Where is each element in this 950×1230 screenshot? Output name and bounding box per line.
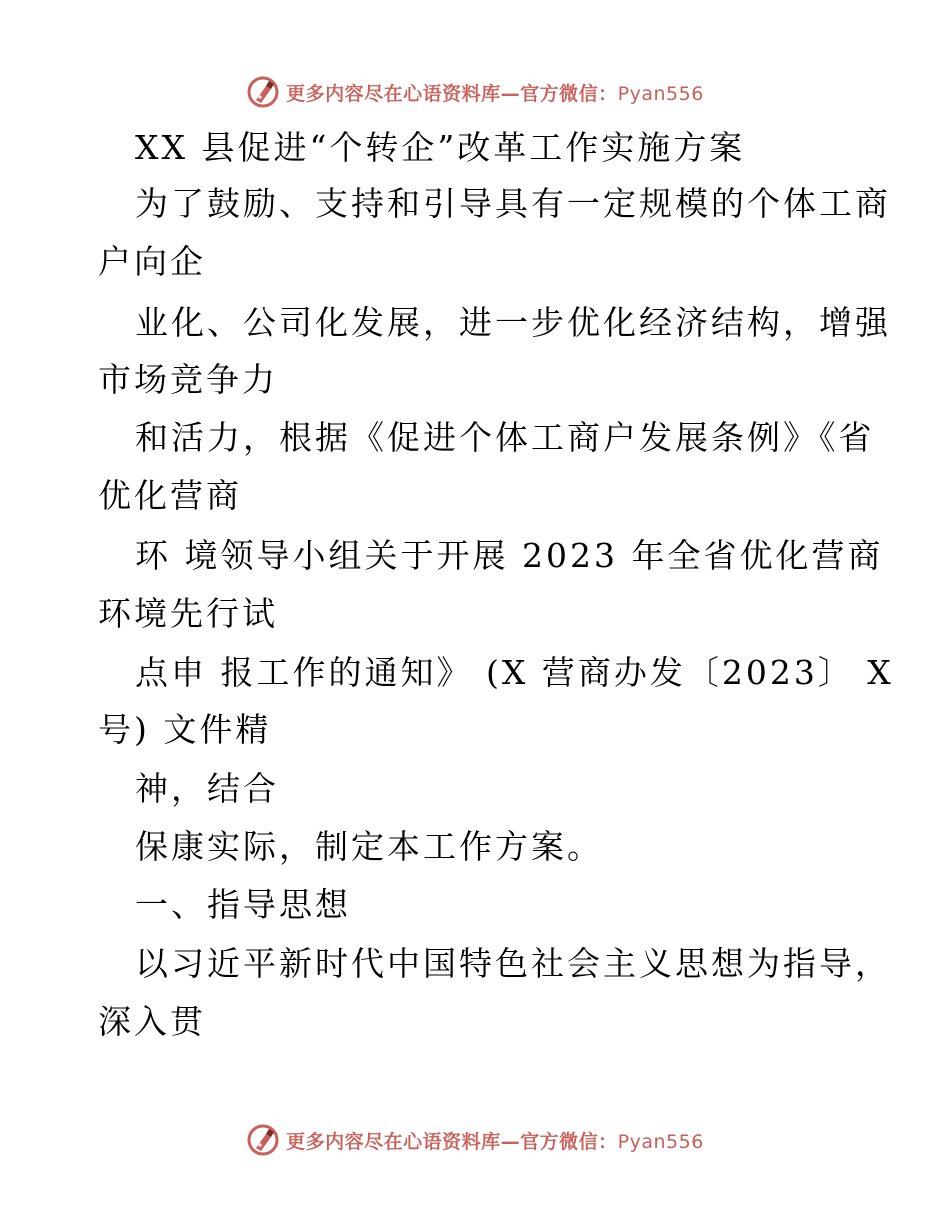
paragraph-line: 环境先行试 <box>98 594 278 633</box>
footer-banner <box>0 1120 950 1160</box>
paragraph-line: 神，结合 <box>135 769 279 808</box>
paragraph-line: 和活力，根据《促进个体工商户发展条例》《省 <box>135 418 875 457</box>
paragraph-line: 环 境领导小组关于开展 2023 年全省优化营商 <box>135 536 884 575</box>
paragraph-line: 号) 文件精 <box>98 710 272 749</box>
pen-nib-circle-icon <box>246 1123 280 1157</box>
banner-text: 更多内容尽在心语资料库—官方微信：Pyan556 <box>286 82 704 105</box>
paragraph-line: 以习近平新时代中国特色社会主义思想为指导， <box>135 944 891 983</box>
wechat-handle: Pyan556 <box>617 1130 704 1153</box>
paragraph-line: 为了鼓励、支持和引导具有一定规模的个体工商 <box>135 184 891 223</box>
paragraph-line: 深入贯 <box>98 1002 206 1041</box>
paragraph-line: 业化、公司化发展，进一步优化经济结构，增强 <box>135 303 891 342</box>
paragraph-line: 户向企 <box>98 242 206 281</box>
wechat-handle: Pyan556 <box>617 82 704 105</box>
document-title: XX 县促进“个转企”改革工作实施方案 <box>135 128 746 167</box>
banner-text: 更多内容尽在心语资料库—官方微信：Pyan556 <box>286 1130 704 1153</box>
paragraph-line: 市场竞争力 <box>98 360 278 399</box>
paragraph-line: 优化营商 <box>98 476 242 515</box>
paragraph-line: 点申 报工作的通知》 (X 营商办发〔2023〕 X <box>135 653 894 692</box>
paragraph-line: 保康实际，制定本工作方案。 <box>135 827 603 866</box>
pen-nib-circle-icon <box>246 75 280 109</box>
section-heading: 一、指导思想 <box>135 885 351 924</box>
header-banner <box>0 72 950 112</box>
